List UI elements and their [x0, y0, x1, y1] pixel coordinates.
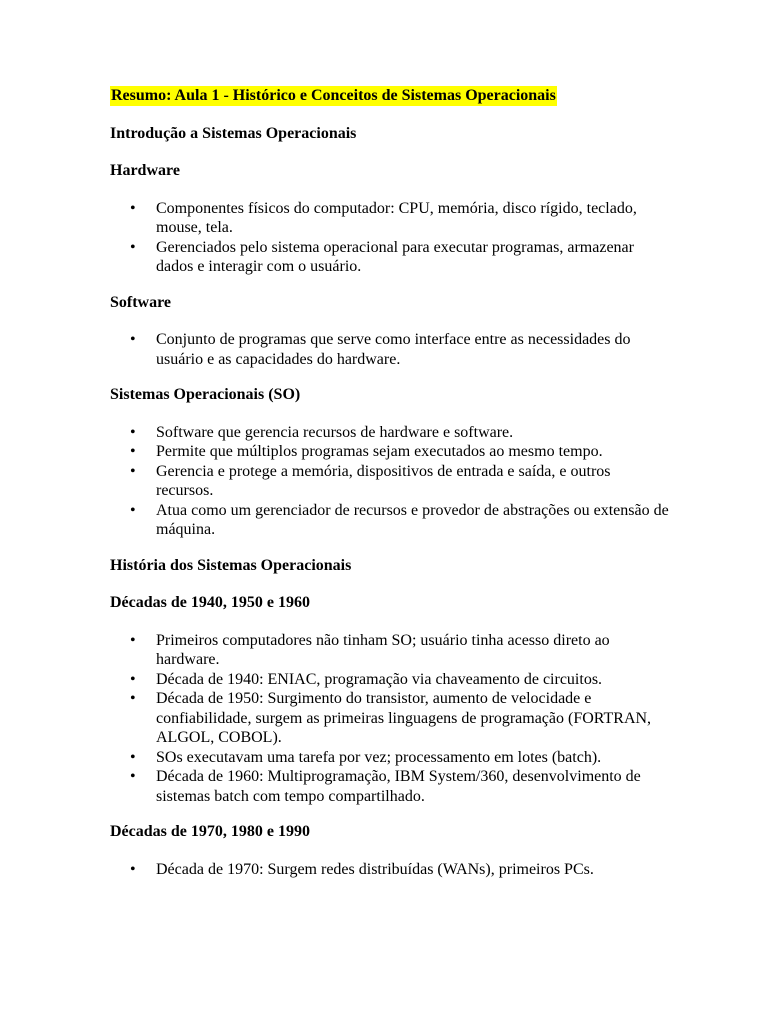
list-item: • Gerencia e protege a memória, dispositivos de entrada e saída, e outros recursos.: [110, 462, 670, 501]
document-title: Resumo: Aula 1 - Histórico e Conceitos de Sistemas Operacionais: [111, 87, 556, 104]
section-heading-so: Sistemas Operacionais (SO): [110, 386, 301, 403]
list-item: • Componentes físicos do computador: CPU, memória, disco rígido, teclado, mouse, tela.: [110, 199, 670, 238]
list-item: • Software que gerencia recursos de hardware e software.: [110, 423, 670, 443]
hardware-list: [110, 199, 670, 277]
decades-1940-list: [110, 631, 670, 807]
section-heading-decades-1940: Décadas de 1940, 1950 e 1960: [110, 594, 310, 611]
list-item: • SOs executavam uma tarefa por vez; processamento em lotes (batch).: [110, 748, 670, 768]
section-heading-intro: Introdução a Sistemas Operacionais: [110, 124, 357, 142]
section-heading-hardware: Hardware: [110, 162, 180, 179]
so-list: [110, 423, 670, 540]
list-item: • Atua como um gerenciador de recursos e provedor de abstrações ou extensão de máquina.: [110, 501, 670, 540]
list-item: • Permite que múltiplos programas sejam executados ao mesmo tempo.: [110, 442, 670, 462]
section-heading-decades-1970: Décadas de 1970, 1980 e 1990: [110, 823, 310, 840]
list-item: • Década de 1960: Multiprogramação, IBM System/360, desenvolvimento de sistemas batch com tempo compartilhado.: [110, 767, 670, 806]
list-item: • Primeiros computadores não tinham SO; usuário tinha acesso direto ao hardware.: [110, 631, 670, 670]
list-item: • Gerenciados pelo sistema operacional para executar programas, armazenar dados e interagir com o usuário.: [110, 238, 670, 277]
list-item: • Década de 1970: Surgem redes distribuídas (WANs), primeiros PCs.: [110, 860, 670, 880]
section-heading-software: Software: [110, 293, 172, 311]
document-content: [110, 86, 670, 895]
decades-1970-list: [110, 860, 670, 880]
section-heading-history: História dos Sistemas Operacionais: [110, 556, 352, 574]
list-item: • Conjunto de programas que serve como interface entre as necessidades do usuário e as capacidades do hardware.: [110, 330, 670, 369]
list-item: • Década de 1940: ENIAC, programação via chaveamento de circuitos.: [110, 670, 670, 690]
list-item: • Década de 1950: Surgimento do transistor, aumento de velocidade e confiabilidade, surgem as primeiras linguagens de programação (FORTRAN, ALGOL, COBOL).: [110, 689, 670, 748]
software-list: [110, 330, 670, 369]
